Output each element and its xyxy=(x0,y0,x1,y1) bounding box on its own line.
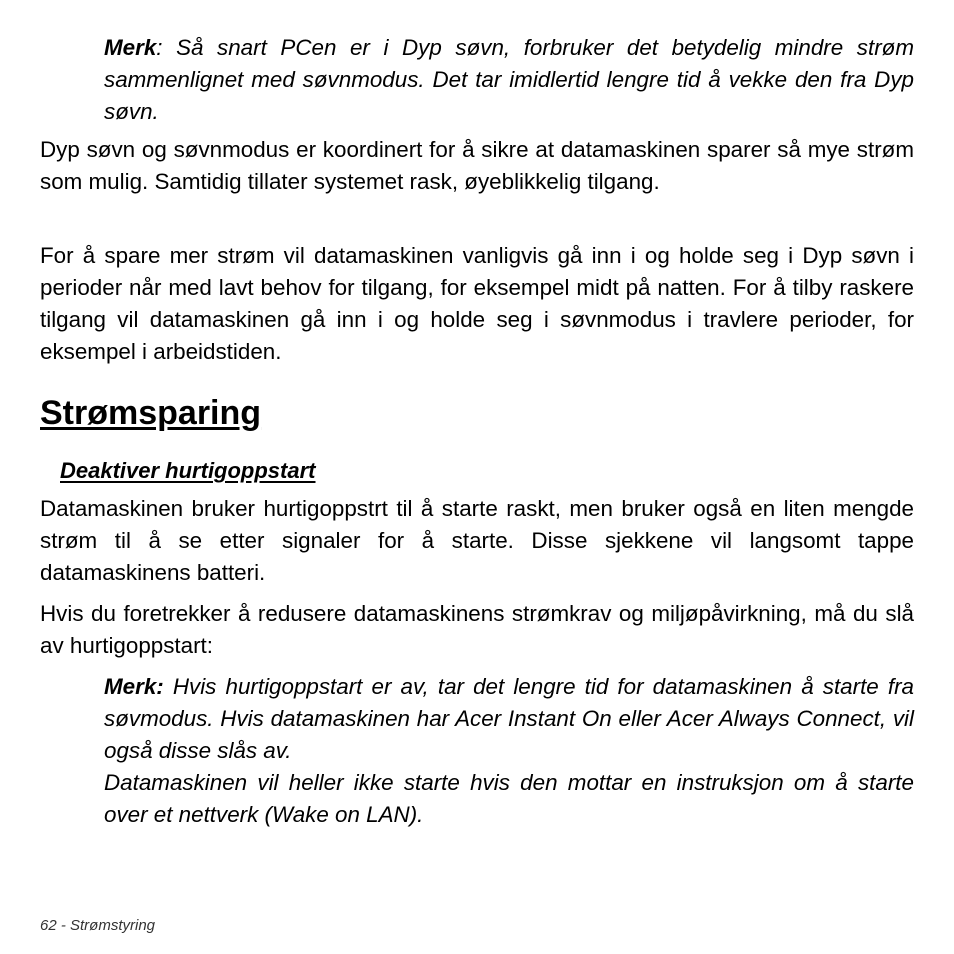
note-fast-startup xyxy=(104,671,914,767)
page-footer: 62 - Strømstyring xyxy=(40,917,156,934)
note-text: : Så snart PCen er i Dyp søvn, forbruker det betydelig mindre strøm sammenlignet med søvnmodus. Det tar imidlertid lengre tid å vekke den fra Dyp søvn. xyxy=(104,35,914,124)
section-subheading: Deaktiver hurtigoppstart xyxy=(60,458,316,483)
paragraph-coordination: Dyp søvn og søvnmodus er koordinert for å sikre at datamaskinen sparer så mye strøm som mulig. Samtidig tillater systemet rask, øyeblikkelig tilgang. xyxy=(40,137,914,194)
note-wake-on-lan: Datamaskinen vil heller ikke starte hvis den mottar en instruksjon om å starte over et nettverk (Wake on LAN). xyxy=(104,770,914,827)
paragraph-fast-startup: Datamaskinen bruker hurtigoppstrt til å starte raskt, men bruker også en liten mengde strøm til å se etter signaler for å starte. Disse sjekkene vil langsomt tappe datamaskinens batteri. xyxy=(40,496,914,585)
note-label: Merk: xyxy=(104,674,164,699)
paragraph-disable-fast-startup: Hvis du foretrekker å redusere datamaskinens strømkrav og miljøpåvirkning, må du slå av hurtigoppstart: xyxy=(40,601,914,658)
note-deep-sleep xyxy=(104,32,914,128)
note-label: Merk xyxy=(104,35,157,60)
paragraph-deep-sleep-periods: For å spare mer strøm vil datamaskinen vanligvis gå inn i og holde seg i Dyp søvn i perioder når med lavt behov for tilgang, for eksempel midt på natten. For å tilby raskere tilgang vil datamaskinen gå inn i og holde seg i søvnmodus i travlere perioder, for eksempel i arbeidstiden. xyxy=(40,243,914,364)
section-heading: Strømsparing xyxy=(40,394,262,432)
note-text: Hvis hurtigoppstart er av, tar det lengre tid for datamaskinen å starte fra søvmodus. Hvis datamaskinen har Acer Instant On eller Acer Always Connect, vil også disse slås av. xyxy=(104,674,914,763)
